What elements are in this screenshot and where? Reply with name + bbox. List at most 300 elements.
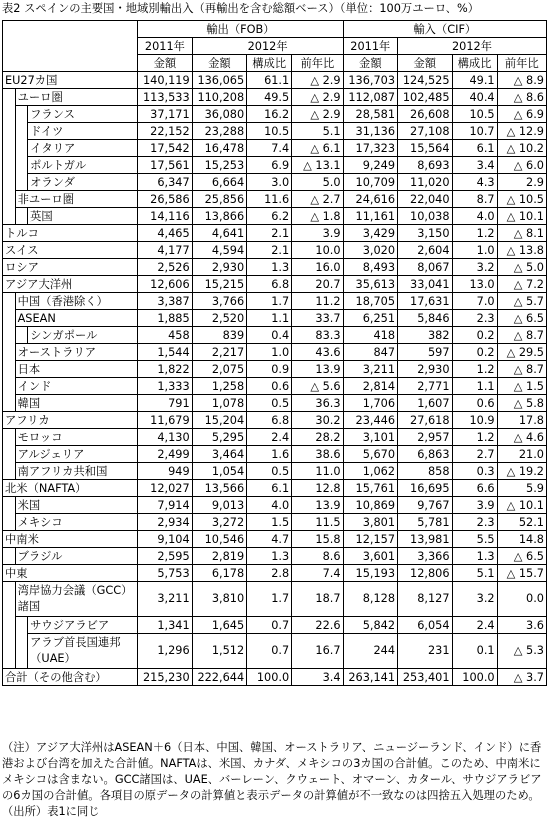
- table-row: [3, 412, 547, 429]
- import-2011-amount-cell: 15,761: [343, 480, 397, 497]
- export-share-cell: 1.3: [247, 548, 292, 565]
- export-yoy-cell: 83.3: [292, 327, 343, 344]
- import-2012-amount-cell: 102,485: [398, 89, 452, 106]
- export-share-cell: 3.0: [247, 174, 292, 191]
- export-share-cell: 100.0: [247, 669, 292, 686]
- import-yoy-cell: △ 7.2: [497, 276, 546, 293]
- export-share-cell: 1.0: [247, 344, 292, 361]
- table-row: [3, 344, 547, 361]
- indent-cell: [3, 89, 16, 106]
- table-row: [3, 242, 547, 259]
- indent-cell: [3, 548, 16, 565]
- row-label: スイス: [3, 242, 138, 259]
- table-title: 表2 スペインの主要国・地域別輸出入（再輸出を含む総額ベース）（単位：100万ユーロ、%）: [2, 2, 479, 15]
- import-share-cell: 100.0: [452, 669, 497, 686]
- import-2011-amount-cell: 3,801: [343, 514, 397, 531]
- note-text: （注）アジア大洋州はASEAN＋6（日本、中国、韓国、オーストラリア、ニュージーランド、インド）に香港および台湾を加えた合計値。NAFTAは、米国、カナダ、メキシコの3カ国の合計値。このため、中南米にメキシコは含まない。GCC諸国は、UAE、バーレーン、クウェート、オマーン、カタール、サウジアラビアの6カ国の合計値。各項目の原データの計算値と表示データの計算値が不一致なのは四捨五入処理のため。: [2, 741, 542, 802]
- export-2011-amount-cell: 215,230: [138, 669, 192, 686]
- import-2011-amount-cell: 1,706: [343, 395, 397, 412]
- export-share-cell: 2.4: [247, 429, 292, 446]
- export-yoy-cell: 3.9: [292, 225, 343, 242]
- export-share-cell: 11.6: [247, 191, 292, 208]
- import-share-cell: 2.7: [452, 446, 497, 463]
- import-2012-amount-cell: 124,525: [398, 72, 452, 89]
- indent-cell: [15, 123, 28, 140]
- export-share-cell: 0.7: [247, 617, 292, 634]
- table-row: [3, 669, 547, 686]
- export-2012-amount-cell: 1,258: [192, 378, 246, 395]
- import-2011-amount-cell: 31,136: [343, 123, 397, 140]
- export-2012-amount-cell: 4,594: [192, 242, 246, 259]
- col-import-share: 構成比: [452, 55, 497, 72]
- import-2012-amount-cell: 382: [398, 327, 452, 344]
- corner-cell: [3, 21, 138, 72]
- import-2011-amount-cell: 24,616: [343, 191, 397, 208]
- table-row: [3, 617, 547, 634]
- indent-cell: [3, 514, 16, 531]
- indent-cell: [3, 582, 16, 617]
- export-share-cell: 4.0: [247, 497, 292, 514]
- table-row: [3, 276, 547, 293]
- import-share-cell: 0.3: [452, 463, 497, 480]
- export-2012-amount-cell: 6,664: [192, 174, 246, 191]
- import-share-cell: 8.7: [452, 191, 497, 208]
- import-yoy-cell: △ 6.0: [497, 157, 546, 174]
- indent-cell: [3, 344, 16, 361]
- import-yoy-cell: △ 6.5: [497, 548, 546, 565]
- import-2012-amount-cell: 13,981: [398, 531, 452, 548]
- import-2012-amount-cell: 15,564: [398, 140, 452, 157]
- row-label: ロシア: [3, 259, 138, 276]
- import-yoy-cell: △ 10.1: [497, 208, 546, 225]
- import-yoy-cell: △ 3.7: [497, 669, 546, 686]
- import-year-2012: 2012年: [398, 38, 547, 55]
- import-2012-amount-cell: 8,127: [398, 582, 452, 617]
- import-yoy-cell: △ 5.8: [497, 395, 546, 412]
- import-yoy-cell: △ 5.3: [497, 634, 546, 669]
- export-2011-amount-cell: 5,753: [138, 565, 192, 582]
- import-2011-amount-cell: 17,323: [343, 140, 397, 157]
- import-yoy-cell: △ 10.2: [497, 140, 546, 157]
- export-yoy-cell: △ 2.7: [292, 191, 343, 208]
- import-share-cell: 3.2: [452, 582, 497, 617]
- export-share-cell: 49.5: [247, 89, 292, 106]
- export-yoy-cell: 38.6: [292, 446, 343, 463]
- table-row: [3, 208, 547, 225]
- row-label: 韓国: [15, 395, 138, 412]
- import-share-cell: 1.2: [452, 429, 497, 446]
- import-2012-amount-cell: 2,957: [398, 429, 452, 446]
- export-share-cell: 6.9: [247, 157, 292, 174]
- export-2012-amount-cell: 25,856: [192, 191, 246, 208]
- col-export-share: 構成比: [247, 55, 292, 72]
- table-row: [3, 361, 547, 378]
- source-text: （出所）表1に同じ: [2, 805, 100, 818]
- col-export-yoy: 前年比: [292, 55, 343, 72]
- row-label: 中国（香港除く）: [15, 293, 138, 310]
- indent-cell: [3, 157, 16, 174]
- export-2011-amount-cell: 458: [138, 327, 192, 344]
- row-label: 南アフリカ共和国: [15, 463, 138, 480]
- row-label: 湾岸協力会議（GCC）諸国: [15, 582, 138, 617]
- indent-cell: [3, 191, 16, 208]
- table-row: [3, 634, 547, 669]
- export-2011-amount-cell: 4,177: [138, 242, 192, 259]
- import-yoy-cell: △ 6.5: [497, 310, 546, 327]
- import-2011-amount-cell: 8,493: [343, 259, 397, 276]
- export-yoy-cell: 16.7: [292, 634, 343, 669]
- import-2012-amount-cell: 27,108: [398, 123, 452, 140]
- col-export-amount-2011: 金額: [138, 55, 192, 72]
- row-label: フランス: [28, 106, 138, 123]
- import-2012-amount-cell: 231: [398, 634, 452, 669]
- export-2011-amount-cell: 2,934: [138, 514, 192, 531]
- export-2011-amount-cell: 9,104: [138, 531, 192, 548]
- export-share-cell: 61.1: [247, 72, 292, 89]
- export-share-cell: 7.4: [247, 140, 292, 157]
- import-2011-amount-cell: 9,249: [343, 157, 397, 174]
- import-share-cell: 6.6: [452, 480, 497, 497]
- export-share-cell: 6.8: [247, 412, 292, 429]
- export-yoy-cell: 16.0: [292, 259, 343, 276]
- export-2012-amount-cell: 9,013: [192, 497, 246, 514]
- import-share-cell: 13.0: [452, 276, 497, 293]
- import-2011-amount-cell: 28,581: [343, 106, 397, 123]
- import-share-cell: 10.7: [452, 123, 497, 140]
- import-share-cell: 40.4: [452, 89, 497, 106]
- export-share-cell: 1.5: [247, 514, 292, 531]
- import-2011-amount-cell: 112,087: [343, 89, 397, 106]
- import-yoy-cell: △ 10.1: [497, 497, 546, 514]
- export-2011-amount-cell: 1,333: [138, 378, 192, 395]
- export-yoy-cell: 10.0: [292, 242, 343, 259]
- indent-cell: [3, 395, 16, 412]
- notes: [2, 740, 547, 820]
- indent-cell: [15, 157, 28, 174]
- row-label: 合計（その他含む）: [3, 669, 138, 686]
- indent-cell: [3, 123, 16, 140]
- import-2012-amount-cell: 2,771: [398, 378, 452, 395]
- import-2011-amount-cell: 18,705: [343, 293, 397, 310]
- col-import-amount-2011: 金額: [343, 55, 397, 72]
- export-2011-amount-cell: 14,116: [138, 208, 192, 225]
- export-share-cell: 0.4: [247, 327, 292, 344]
- import-yoy-cell: △ 5.0: [497, 259, 546, 276]
- export-2012-amount-cell: 15,215: [192, 276, 246, 293]
- import-2012-amount-cell: 858: [398, 463, 452, 480]
- row-label: トルコ: [3, 225, 138, 242]
- import-2012-amount-cell: 17,631: [398, 293, 452, 310]
- export-share-cell: 2.8: [247, 565, 292, 582]
- import-share-cell: 10.5: [452, 106, 497, 123]
- import-yoy-cell: △ 8.9: [497, 72, 546, 89]
- indent-cell: [3, 208, 16, 225]
- import-share-cell: 6.1: [452, 140, 497, 157]
- export-2011-amount-cell: 791: [138, 395, 192, 412]
- export-2012-amount-cell: 5,295: [192, 429, 246, 446]
- export-2012-amount-cell: 3,810: [192, 582, 246, 617]
- export-2011-amount-cell: 3,387: [138, 293, 192, 310]
- import-2011-amount-cell: 10,869: [343, 497, 397, 514]
- row-label: アフリカ: [3, 412, 138, 429]
- export-yoy-cell: 7.4: [292, 565, 343, 582]
- table-header: [3, 21, 547, 72]
- export-2011-amount-cell: 1,544: [138, 344, 192, 361]
- import-2012-amount-cell: 3,150: [398, 225, 452, 242]
- indent-cell: [3, 446, 16, 463]
- import-year-2011: 2011年: [343, 38, 397, 55]
- export-2012-amount-cell: 839: [192, 327, 246, 344]
- indent-cell: [3, 463, 16, 480]
- indent-cell: [3, 140, 16, 157]
- import-2012-amount-cell: 253,401: [398, 669, 452, 686]
- import-yoy-cell: 52.1: [497, 514, 546, 531]
- export-2012-amount-cell: 110,208: [192, 89, 246, 106]
- table-row: [3, 123, 547, 140]
- import-2011-amount-cell: 244: [343, 634, 397, 669]
- import-2011-amount-cell: 15,193: [343, 565, 397, 582]
- export-2012-amount-cell: 15,253: [192, 157, 246, 174]
- export-yoy-cell: 11.5: [292, 514, 343, 531]
- import-yoy-cell: 5.9: [497, 480, 546, 497]
- import-share-cell: 0.6: [452, 395, 497, 412]
- import-2011-amount-cell: 3,211: [343, 361, 397, 378]
- import-2012-amount-cell: 6,863: [398, 446, 452, 463]
- export-2011-amount-cell: 2,526: [138, 259, 192, 276]
- import-share-cell: 3.4: [452, 157, 497, 174]
- import-2011-amount-cell: 11,161: [343, 208, 397, 225]
- import-2012-amount-cell: 2,930: [398, 361, 452, 378]
- import-share-cell: 0.2: [452, 327, 497, 344]
- table-row: [3, 497, 547, 514]
- table-row: [3, 548, 547, 565]
- export-2012-amount-cell: 10,546: [192, 531, 246, 548]
- export-2012-amount-cell: 1,512: [192, 634, 246, 669]
- export-2012-amount-cell: 13,566: [192, 480, 246, 497]
- col-import-yoy: 前年比: [497, 55, 546, 72]
- import-share-cell: 7.0: [452, 293, 497, 310]
- export-2011-amount-cell: 7,914: [138, 497, 192, 514]
- table-row: [3, 259, 547, 276]
- import-yoy-cell: △ 6.9: [497, 106, 546, 123]
- export-yoy-cell: 28.2: [292, 429, 343, 446]
- row-label: ポルトガル: [28, 157, 138, 174]
- table-row: [3, 106, 547, 123]
- row-label: 米国: [15, 497, 138, 514]
- export-share-cell: 2.1: [247, 225, 292, 242]
- import-yoy-cell: 2.9: [497, 174, 546, 191]
- indent-cell: [15, 106, 28, 123]
- export-2012-amount-cell: 1,645: [192, 617, 246, 634]
- export-yoy-cell: 11.0: [292, 463, 343, 480]
- row-label: インド: [15, 378, 138, 395]
- import-2011-amount-cell: 6,251: [343, 310, 397, 327]
- import-2011-amount-cell: 418: [343, 327, 397, 344]
- export-2011-amount-cell: 3,211: [138, 582, 192, 617]
- export-share-cell: 6.2: [247, 208, 292, 225]
- export-share-cell: 0.5: [247, 395, 292, 412]
- indent-cell: [3, 497, 16, 514]
- row-label: サウジアラビア: [28, 617, 138, 634]
- row-label: 非ユーロ圏: [15, 191, 138, 208]
- indent-cell: [15, 174, 28, 191]
- import-2012-amount-cell: 2,604: [398, 242, 452, 259]
- table-row: [3, 429, 547, 446]
- import-yoy-cell: △ 8.6: [497, 89, 546, 106]
- indent-cell: [3, 310, 16, 327]
- export-2011-amount-cell: 37,171: [138, 106, 192, 123]
- export-yoy-cell: 36.3: [292, 395, 343, 412]
- import-2012-amount-cell: 11,020: [398, 174, 452, 191]
- export-yoy-cell: 5.1: [292, 123, 343, 140]
- export-2011-amount-cell: 2,595: [138, 548, 192, 565]
- table-row: [3, 174, 547, 191]
- row-label: シンガポール: [28, 327, 138, 344]
- import-share-cell: 2.3: [452, 514, 497, 531]
- import-2011-amount-cell: 8,128: [343, 582, 397, 617]
- indent-cell: [15, 617, 28, 634]
- import-yoy-cell: 0.0: [497, 582, 546, 617]
- export-yoy-cell: △ 13.1: [292, 157, 343, 174]
- export-2012-amount-cell: 2,930: [192, 259, 246, 276]
- table-row: [3, 140, 547, 157]
- export-share-cell: 4.7: [247, 531, 292, 548]
- export-2011-amount-cell: 1,885: [138, 310, 192, 327]
- indent-cell: [15, 208, 28, 225]
- export-2011-amount-cell: 26,586: [138, 191, 192, 208]
- row-label: アジア大洋州: [3, 276, 138, 293]
- export-2012-amount-cell: 3,464: [192, 446, 246, 463]
- import-2011-amount-cell: 5,842: [343, 617, 397, 634]
- export-share-cell: 6.8: [247, 276, 292, 293]
- import-yoy-cell: △ 19.2: [497, 463, 546, 480]
- row-label: メキシコ: [15, 514, 138, 531]
- table-row: [3, 157, 547, 174]
- import-yoy-cell: △ 5.7: [497, 293, 546, 310]
- table-row: [3, 463, 547, 480]
- row-label: イタリア: [28, 140, 138, 157]
- table-row: [3, 531, 547, 548]
- col-import-amount-2012: 金額: [398, 55, 452, 72]
- import-2011-amount-cell: 2,814: [343, 378, 397, 395]
- row-label: アラブ首長国連邦（UAE）: [28, 634, 138, 669]
- import-2011-amount-cell: 10,709: [343, 174, 397, 191]
- export-yoy-cell: 5.0: [292, 174, 343, 191]
- export-2011-amount-cell: 12,606: [138, 276, 192, 293]
- row-label: ブラジル: [15, 548, 138, 565]
- row-label: アルジェリア: [15, 446, 138, 463]
- import-2011-amount-cell: 1,062: [343, 463, 397, 480]
- export-year-2012: 2012年: [192, 38, 343, 55]
- row-label: モロッコ: [15, 429, 138, 446]
- import-2012-amount-cell: 16,695: [398, 480, 452, 497]
- export-2011-amount-cell: 12,027: [138, 480, 192, 497]
- table-row: [3, 514, 547, 531]
- export-share-cell: 0.6: [247, 378, 292, 395]
- export-2011-amount-cell: 140,119: [138, 72, 192, 89]
- export-2011-amount-cell: 1,822: [138, 361, 192, 378]
- export-yoy-cell: 43.6: [292, 344, 343, 361]
- export-yoy-cell: 30.2: [292, 412, 343, 429]
- export-2011-amount-cell: 22,152: [138, 123, 192, 140]
- indent-cell: [3, 617, 16, 634]
- indent-cell: [3, 106, 16, 123]
- export-share-cell: 1.1: [247, 310, 292, 327]
- col-export-amount-2012: 金額: [192, 55, 246, 72]
- export-2012-amount-cell: 23,288: [192, 123, 246, 140]
- export-yoy-cell: △ 2.9: [292, 106, 343, 123]
- export-2012-amount-cell: 1,078: [192, 395, 246, 412]
- export-2012-amount-cell: 222,644: [192, 669, 246, 686]
- table-row: [3, 225, 547, 242]
- import-2011-amount-cell: 35,613: [343, 276, 397, 293]
- import-yoy-cell: 3.6: [497, 617, 546, 634]
- export-yoy-cell: △ 6.1: [292, 140, 343, 157]
- export-share-cell: 0.5: [247, 463, 292, 480]
- import-share-cell: 1.3: [452, 548, 497, 565]
- import-share-cell: 4.3: [452, 174, 497, 191]
- trade-table: [2, 20, 547, 686]
- import-header: 輸入（CIF）: [343, 21, 546, 38]
- export-yoy-cell: 8.6: [292, 548, 343, 565]
- table-row: [3, 446, 547, 463]
- import-share-cell: 0.2: [452, 344, 497, 361]
- import-yoy-cell: △ 8.7: [497, 361, 546, 378]
- export-yoy-cell: △ 2.9: [292, 72, 343, 89]
- import-yoy-cell: 21.0: [497, 446, 546, 463]
- export-2012-amount-cell: 36,080: [192, 106, 246, 123]
- import-yoy-cell: △ 1.5: [497, 378, 546, 395]
- export-yoy-cell: 22.6: [292, 617, 343, 634]
- export-2012-amount-cell: 13,866: [192, 208, 246, 225]
- row-label: オランダ: [28, 174, 138, 191]
- export-2012-amount-cell: 2,520: [192, 310, 246, 327]
- import-yoy-cell: △ 8.1: [497, 225, 546, 242]
- import-yoy-cell: △ 13.8: [497, 242, 546, 259]
- import-yoy-cell: 17.8: [497, 412, 546, 429]
- row-label: ASEAN: [15, 310, 138, 327]
- export-yoy-cell: 13.9: [292, 361, 343, 378]
- import-share-cell: 2.4: [452, 617, 497, 634]
- export-share-cell: 16.2: [247, 106, 292, 123]
- import-yoy-cell: △ 12.9: [497, 123, 546, 140]
- row-label: 北米（NAFTA）: [3, 480, 138, 497]
- import-share-cell: 49.1: [452, 72, 497, 89]
- import-share-cell: 10.9: [452, 412, 497, 429]
- row-label: 日本: [15, 361, 138, 378]
- indent-cell: [15, 634, 28, 669]
- import-2012-amount-cell: 5,846: [398, 310, 452, 327]
- import-2011-amount-cell: 3,429: [343, 225, 397, 242]
- export-2012-amount-cell: 15,204: [192, 412, 246, 429]
- import-2011-amount-cell: 136,703: [343, 72, 397, 89]
- row-label: 中東: [3, 565, 138, 582]
- export-2012-amount-cell: 2,075: [192, 361, 246, 378]
- import-2011-amount-cell: 847: [343, 344, 397, 361]
- indent-cell: [3, 634, 16, 669]
- export-2011-amount-cell: 949: [138, 463, 192, 480]
- import-2012-amount-cell: 597: [398, 344, 452, 361]
- import-share-cell: 5.5: [452, 531, 497, 548]
- indent-cell: [3, 429, 16, 446]
- import-2011-amount-cell: 3,101: [343, 429, 397, 446]
- import-share-cell: 2.3: [452, 310, 497, 327]
- export-2012-amount-cell: 6,178: [192, 565, 246, 582]
- table-row: [3, 565, 547, 582]
- row-label: EU27カ国: [3, 72, 138, 89]
- export-share-cell: 1.7: [247, 293, 292, 310]
- export-yoy-cell: 33.7: [292, 310, 343, 327]
